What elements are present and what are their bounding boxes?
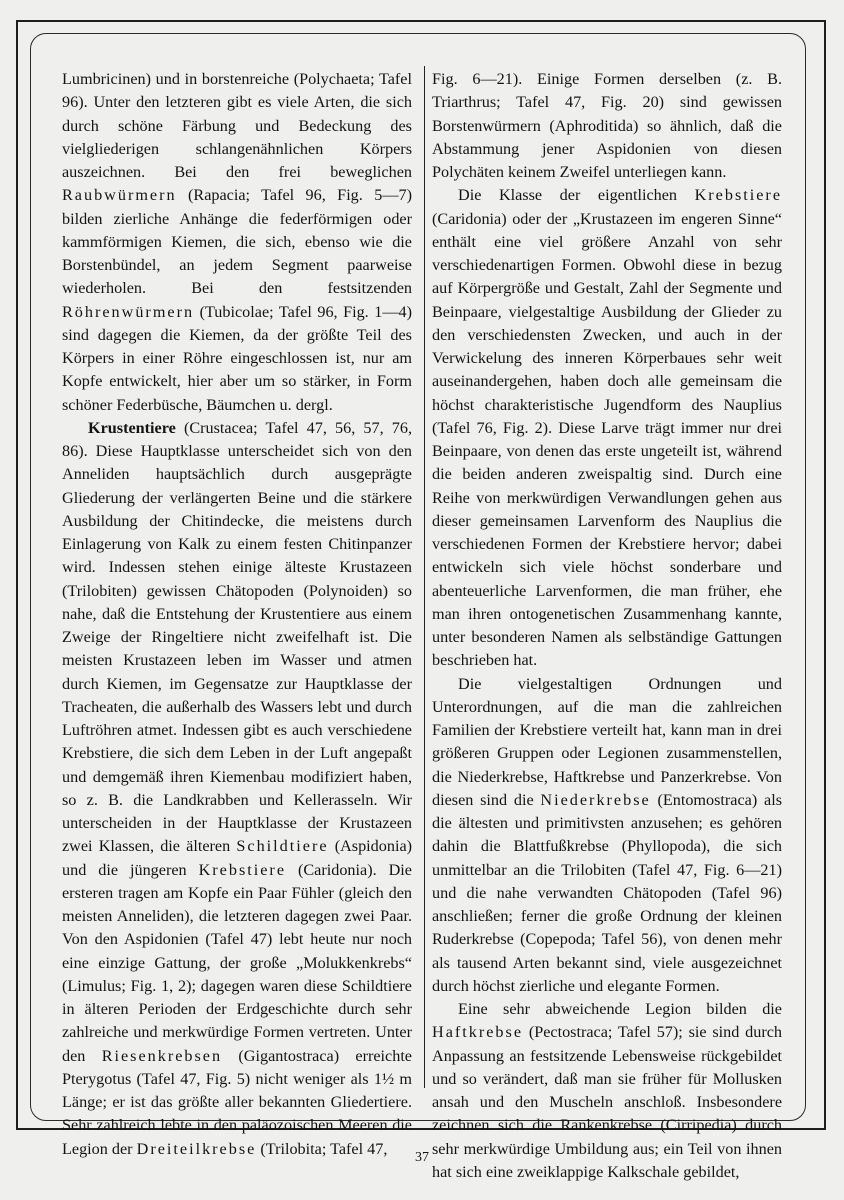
paragraph: Die vielgestaltigen Ordnungen und Unterordnungen, auf die man die zahlreichen Familien der Krebstiere verteilt hat, kann man in drei größeren Gruppen oder Legionen zusammenstellen, die Niederkrebse, Haftkrebse und Panzerkrebse. Von diesen sind die Niederkrebse (Entomostraca) als die ältesten und primitivsten anzusehen; es gehören dahin die Blattfußkrebse (Phyllopoda), die sich unmittelbar an die Trilobiten (Tafel 47, Fig. 6—21) und die nahe verwandten Chätopoden (Tafel 96) anschließen; ferner die große Ordnung der kleinen Ruderkrebse (Copepoda; Tafel 56), von denen mehr als tausend Arten bekannt sind, viele ausgezeichnet durch höchst zierliche und elegante Formen. xyxy=(432,674,782,995)
emphasis-term: Dreiteilkrebse xyxy=(136,1139,257,1158)
left-column xyxy=(62,68,412,1161)
page-number: 37 xyxy=(415,1150,429,1165)
column-divider xyxy=(424,66,425,1088)
emphasis-term: Haftkrebse xyxy=(432,1023,524,1042)
paragraph: Die Klasse der eigentlichen Krebstiere (Caridonia) oder der „Krustazeen im engeren Sinne“ enthält eine viel größere Anzahl von sehr verschiedenartigen Formen. Obwohl diese in bezug auf Körpergröße und Gestalt, Zahl der Segmente und Beinpaare, vielgestaltige Ausbildung der Glieder zu den verschiedensten Zwecken, und auch in der Verwickelung des inneren Körperbaues sehr weit auseinandergehen, haben doch alle gemeinsam die höchst charakteristische Jugendform des Nauplius (Tafel 76, Fig. 2). Diese Larve trägt immer nur drei Beinpaare, von denen das erste ungeteilt ist, während die beiden anderen zweispaltig sind. Durch eine Reihe von merkwürdigen Verwandlungen gehen aus dieser gemeinsamen Larvenform des Nauplius die verschiedenen Formen der Krebstiere hervor; dabei entwickeln sich viele höchst sonderbare und abenteuerliche Larvenformen, die man früher, ehe man ihren ontogenetischen Zusammenhang kannte, unter besonderen Namen als selbständige Gattungen beschrieben hat. xyxy=(432,186,783,670)
emphasis-term: Schildtiere xyxy=(236,837,329,856)
paragraph: Eine sehr abweichende Legion bilden die Haftkrebse (Pectostraca; Tafel 57); sie sind durch Anpassung an festsitzende Lebensweise rückgebildet und so verändert, daß man sie früher für Mollusken ansah und den Muscheln anschloß. Insbesondere zeichnen sich die Rankenkrebse (Cirripedia) durch sehr merkwürdige Umbildung aus; ein Teil von ihnen hat sich eine zweiklappige Kalkschale gebildet, xyxy=(432,1000,782,1181)
right-column xyxy=(432,68,782,1184)
paragraph: Lumbricinen) und in borstenreiche (Polychaeta; Tafel 96). Unter den letzteren gibt es viele Arten, die sich durch schöne Färbung und Bedeckung des vielgliederigen schlangenähnlichen Körpers auszeichnen. Bei den frei beweglichen Raubwürmern (Rapacia; Tafel 96, Fig. 5—7) bilden zierliche Anhänge die federförmigen oder kammförmigen Kiemen, die sich, ebenso wie die Borstenbündel, an jedem Segment paarweise wiederholen. Bei den festsitzenden Röhrenwürmern (Tubicolae; Tafel 96, Fig. 1—4) sind dagegen die Kiemen, da der größte Teil des Körpers in einer Röhre eingeschlossen ist, nur am Kopfe entwickelt, hier aber um so stärker, in Form schöner Federbüsche, Bäumchen u. dergl. xyxy=(62,70,412,414)
section-heading: Krustentiere xyxy=(88,418,176,437)
emphasis-term: Röhrenwürmern xyxy=(62,302,195,321)
emphasis-term: Krebstiere xyxy=(198,860,287,879)
emphasis-term: Raubwürmern xyxy=(62,186,177,205)
paragraph: Krustentiere (Crustacea; Tafel 47, 56, 57, 76, 86). Diese Hauptklasse unterscheidet sich von den Anneliden hauptsächlich durch ausgeprägte Gliederung der verlängerten Beine und die stärkere Ausbildung der Chitindecke, die meistens durch Einlagerung von Kalk zu einem festen Chitinpanzer wird. Indessen stehen einige älteste Krustazeen (Trilobiten) gewissen Chätopoden (Polynoiden) so nahe, daß die Entstehung der Krustentiere aus einem Zweige der Ringeltiere nicht zweifelhaft ist. Die meisten Krustazeen leben im Wasser und atmen durch Kiemen, im Gegensatze zur Hauptklasse der Tracheaten, die außerhalb des Wassers lebt und durch Luftröhren atmet. Indessen gibt es auch verschiedene Krebstiere, die sich dem Leben in der Luft angepaßt und demgemäß ihren Kiemenbau modifiziert haben, so z. B. die Landkrabben und Kellerasseln. Wir unterscheiden in der Hauptklasse der Krustazeen zwei Klassen, die älteren Schildtiere (Aspidonia) und die jüngeren Krebstiere (Caridonia). Die ersteren tragen am Kopfe ein Paar Fühler (gleich den meisten Anneliden), die letzteren dagegen zwei Paar. Von den Aspidonien (Tafel 47) lebt heute nur noch eine einzige Gattung, der große „Molukkenkrebs“ (Limulus; Fig. 1, 2); dagegen waren diese Schildtiere in älteren Perioden der Erdgeschichte durch sehr zahlreiche und merkwürdige Formen vertreten. Unter den Riesenkrebsen (Gigantostraca) erreichte Pterygotus (Tafel 47, Fig. 5) nicht weniger als 1½ m Länge; er ist das größte aller bekannten Gliedertiere. Sehr zahlreich lebte in den paläozoischen Meeren die Legion der Dreiteilkrebse (Trilobita; Tafel 47, xyxy=(62,418,413,1158)
paragraph: Fig. 6—21). Einige Formen derselben (z. B. Triarthrus; Tafel 47, Fig. 20) sind gewissen Borstenwürmern (Aphroditida) so ähnlich, daß die Abstammung jener Aspidonien von diesen Polychäten keinem Zweifel unterliegen kann. xyxy=(432,70,782,181)
emphasis-term: Riesenkrebsen xyxy=(101,1046,223,1065)
emphasis-term: Krebstiere xyxy=(694,186,783,205)
emphasis-term: Niederkrebse xyxy=(540,790,651,809)
